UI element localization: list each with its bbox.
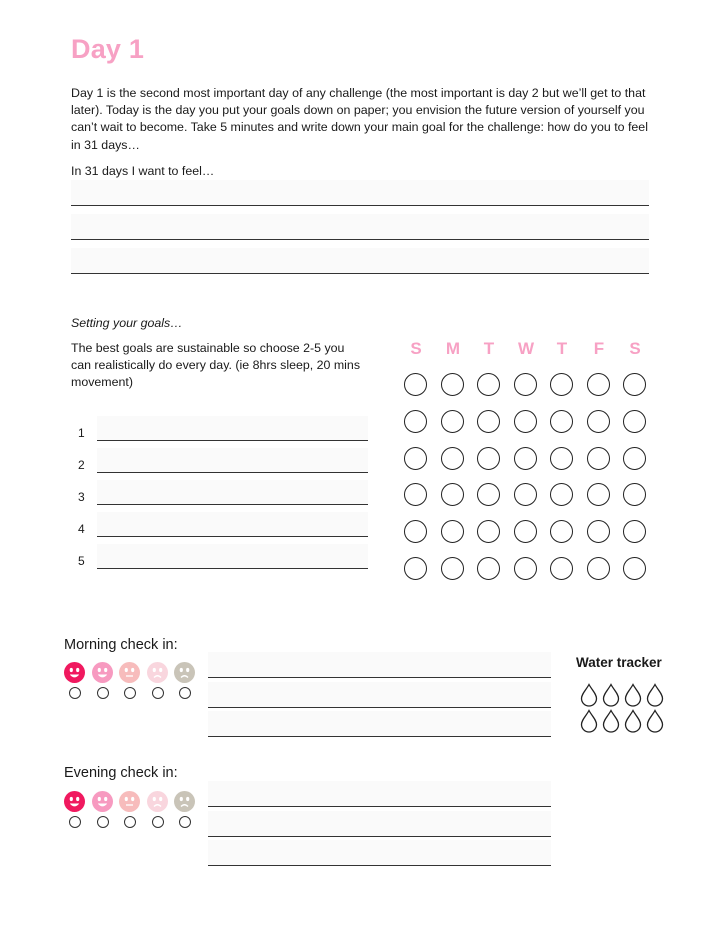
mood-checkbox[interactable] [69,816,81,828]
mood-checkbox[interactable] [179,687,191,699]
page-title: Day 1 [71,34,145,64]
habit-checkbox[interactable] [587,520,610,543]
habit-checkbox[interactable] [550,447,573,470]
mood-checkbox[interactable] [179,816,191,828]
habit-checkbox[interactable] [477,373,500,396]
habit-checkbox[interactable] [477,483,500,506]
goal-writing-line[interactable] [97,512,368,537]
morning-check-in-title: Morning check in: [64,637,178,653]
check-in-writing-line[interactable] [208,652,551,678]
habit-checkbox[interactable] [623,557,646,580]
neutral-face-icon[interactable] [119,662,140,683]
weekday-label: M [445,339,461,358]
habit-checkbox[interactable] [587,483,610,506]
mood-checkbox[interactable] [124,816,136,828]
goal-number: 2 [78,458,85,472]
habit-checkbox[interactable] [404,373,427,396]
habit-checkbox[interactable] [550,373,573,396]
habit-checkbox[interactable] [441,557,464,580]
habit-checkbox[interactable] [587,373,610,396]
habit-checkbox[interactable] [477,410,500,433]
water-tracker-title: Water tracker [576,655,662,670]
mood-checkbox[interactable] [97,687,109,699]
habit-checkbox[interactable] [514,520,537,543]
water-drop-icon[interactable] [580,709,598,733]
weekday-label: T [483,339,495,358]
habit-checkbox[interactable] [477,520,500,543]
goal-number: 3 [78,490,85,504]
goals-description: The best goals are sustainable so choose 2-5 you can realistically do every day. (ie 8hrs sleep, 20 mins movement) [71,341,361,390]
sad-face-icon[interactable] [147,791,168,812]
habit-checkbox[interactable] [514,373,537,396]
very-sad-face-icon[interactable] [174,662,195,683]
goal-number: 4 [78,522,85,536]
check-in-writing-line[interactable] [208,840,551,866]
happy-face-icon[interactable] [92,662,113,683]
feel-writing-line[interactable] [71,180,649,206]
goal-writing-line[interactable] [97,416,368,441]
habit-checkbox[interactable] [404,520,427,543]
habit-checkbox[interactable] [441,520,464,543]
feel-writing-line[interactable] [71,248,649,274]
habit-checkbox[interactable] [623,447,646,470]
mood-checkbox[interactable] [69,687,81,699]
habit-checkbox[interactable] [623,520,646,543]
mood-checkbox[interactable] [152,816,164,828]
habit-checkbox[interactable] [587,447,610,470]
habit-checkbox[interactable] [477,447,500,470]
habit-checkbox[interactable] [623,483,646,506]
water-drop-icon[interactable] [624,709,642,733]
very-happy-face-icon[interactable] [64,662,85,683]
very-happy-face-icon[interactable] [64,791,85,812]
habit-checkbox[interactable] [514,447,537,470]
intro-paragraph: Day 1 is the second most important day of any challenge (the most important is day 2 but we’ll get to that later). Today is the day you put your goals down on paper; you envision the future version of yourself you can’t wait to become. Take 5 minutes and write down your main goal for the challenge: how do you to feel in 31 days… [71,86,648,152]
habit-checkbox[interactable] [477,557,500,580]
sad-face-icon[interactable] [147,662,168,683]
habit-checkbox[interactable] [404,557,427,580]
habit-checkbox[interactable] [404,410,427,433]
habit-checkbox[interactable] [550,483,573,506]
mood-checkbox[interactable] [124,687,136,699]
evening-check-in-title: Evening check in: [64,765,178,781]
habit-checkbox[interactable] [587,410,610,433]
habit-checkbox[interactable] [441,373,464,396]
water-drop-icon[interactable] [624,683,642,707]
habit-checkbox[interactable] [550,410,573,433]
feel-writing-line[interactable] [71,214,649,240]
check-in-writing-line[interactable] [208,781,551,807]
water-drop-icon[interactable] [602,683,620,707]
goals-heading: Setting your goals… [71,316,183,330]
goal-number: 1 [78,426,85,440]
weekday-label: S [410,339,422,358]
habit-checkbox[interactable] [441,447,464,470]
habit-checkbox[interactable] [550,557,573,580]
neutral-face-icon[interactable] [119,791,140,812]
weekday-label: W [517,339,535,358]
very-sad-face-icon[interactable] [174,791,195,812]
habit-checkbox[interactable] [550,520,573,543]
water-drop-icon[interactable] [580,683,598,707]
habit-checkbox[interactable] [404,447,427,470]
weekday-label: F [593,339,605,358]
habit-checkbox[interactable] [514,557,537,580]
weekday-label: S [629,339,641,358]
water-drop-icon[interactable] [646,683,664,707]
habit-checkbox[interactable] [623,410,646,433]
check-in-writing-line[interactable] [208,711,551,737]
weekday-label: T [556,339,568,358]
habit-checkbox[interactable] [441,410,464,433]
habit-checkbox[interactable] [587,557,610,580]
habit-checkbox[interactable] [441,483,464,506]
goal-writing-line[interactable] [97,544,368,569]
water-drop-icon[interactable] [602,709,620,733]
goal-number: 5 [78,554,85,568]
happy-face-icon[interactable] [92,791,113,812]
water-drop-icon[interactable] [646,709,664,733]
habit-checkbox[interactable] [514,483,537,506]
habit-checkbox[interactable] [404,483,427,506]
mood-checkbox[interactable] [97,816,109,828]
habit-checkbox[interactable] [514,410,537,433]
mood-checkbox[interactable] [152,687,164,699]
check-in-writing-line[interactable] [208,811,551,837]
check-in-writing-line[interactable] [208,682,551,708]
goal-writing-line[interactable] [97,480,368,505]
feel-prompt: In 31 days I want to feel… [71,164,215,178]
goal-writing-line[interactable] [97,448,368,473]
habit-checkbox[interactable] [623,373,646,396]
